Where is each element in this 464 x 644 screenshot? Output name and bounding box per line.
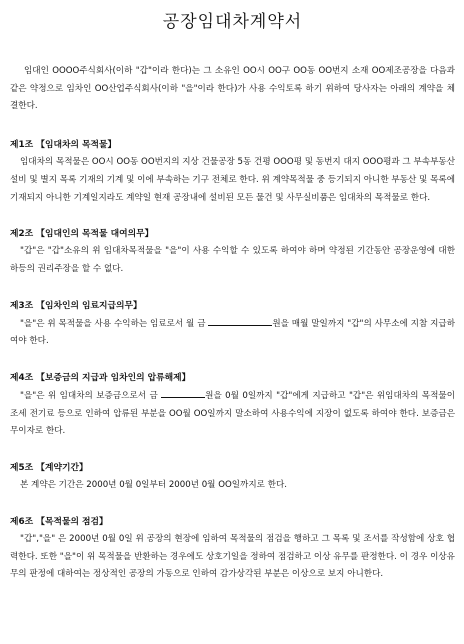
deposit-amount-blank <box>161 387 205 398</box>
article-1-body: 임대차의 목적물은 OO시 OO동 OO번지의 지상 건물공장 5동 건평 OOO평 및 동번지 대지 OOO평과 그 부속부동산설비 및 별지 목록 기재의 기계 및 이에 부속하는 기구 전체로 한다. 위 계약목적물 중 등기되지 아니한 부동산 및 목록에 기재되지 아니한 기계일지라도 계약일 현재 공장내에 설비된 모든 물건 및 사무실비품은 임대차의 목적물로 한다. <box>10 157 455 203</box>
article-3-text-after: 원을 매월 말일까지 "갑"의 사무소에 지참 지급하여야 한다. <box>10 318 455 347</box>
article-4-text-before: "을"은 위 임대차의 보증금으로서 금 <box>20 391 162 402</box>
article-3 <box>10 298 455 351</box>
article-1-heading: 제1조 【임대차의 목적물】 <box>10 140 117 151</box>
article-2-heading: 제2조 【임대인의 목적물 대여의무】 <box>10 229 154 240</box>
article-3-heading: 제3조 【임차인의 임료지급의무】 <box>10 300 142 311</box>
article-4 <box>10 370 455 441</box>
intro-paragraph: 임대인 OOOO주식회사(이하 "갑"이라 한다)는 그 소유인 OO시 OO구 OO동 OO번지 소재 OO제조공장을 다음과 같은 약정으로 임차인 OO산업주식회사(이하 "을"이라 한다)가 사용 수익토록 하기 위하여 당사자는 아래의 계약을 체결한다. <box>10 66 455 112</box>
article-2 <box>10 226 455 278</box>
article-5-body: 본 계약은 기간은 2000년 0월 0일부터 2000년 0월 OO일까지로 한다. <box>20 480 288 491</box>
article-4-body <box>10 387 455 441</box>
article-4-heading: 제4조 【보증금의 지급과 임차인의 압류해제】 <box>10 373 191 384</box>
rent-amount-blank <box>208 315 272 326</box>
article-3-text-before: "을"은 위 목적물을 사용 수익하는 임료로서 월 금 <box>20 318 209 329</box>
article-6-body: "갑","을" 은 2000년 0월 0일 위 공장의 현장에 임하여 목적물의 점검을 행하고 그 목록 및 조서를 작성함에 상호 협력한다. 또한 "을"이 위 목적물을 반환하는 경우에도 상호기일을 정하여 점검하고 이상 유무를 판정한다. 이 경우 이상유무의 판정에 대하여는 정상적인 공장의 가동으로 인하여 감가상각된 부분은 이상으로 보지 아니한다. <box>10 533 455 580</box>
article-6-heading: 제6조 【목적물의 점검】 <box>10 516 108 527</box>
document-title: 공장임대차계약서 <box>162 12 303 32</box>
article-1 <box>10 137 455 207</box>
article-4-text-after: 원을 0월 0일까지 "갑"에게 지급하고 "갑"은 위임대차의 목적물이 조세 전기료 등으로 인하여 압류된 부분을 OO월 OO일까지 말소하여 사용수익에 지장이 없도록 하여야 한다. 보증금은 무이자로 한다. <box>10 391 456 437</box>
article-2-body: "갑"은 "갑"소유의 위 임대차목적물을 "을"이 사용 수익할 수 있도록 하여야 하며 약정된 기간동안 공장운영에 대한 하등의 권리주장을 할 수 없다. <box>10 246 455 274</box>
article-6 <box>10 514 455 584</box>
article-3-body <box>10 315 455 351</box>
article-5 <box>10 460 455 495</box>
article-5-heading: 제5조 【계약기간】 <box>10 463 88 474</box>
